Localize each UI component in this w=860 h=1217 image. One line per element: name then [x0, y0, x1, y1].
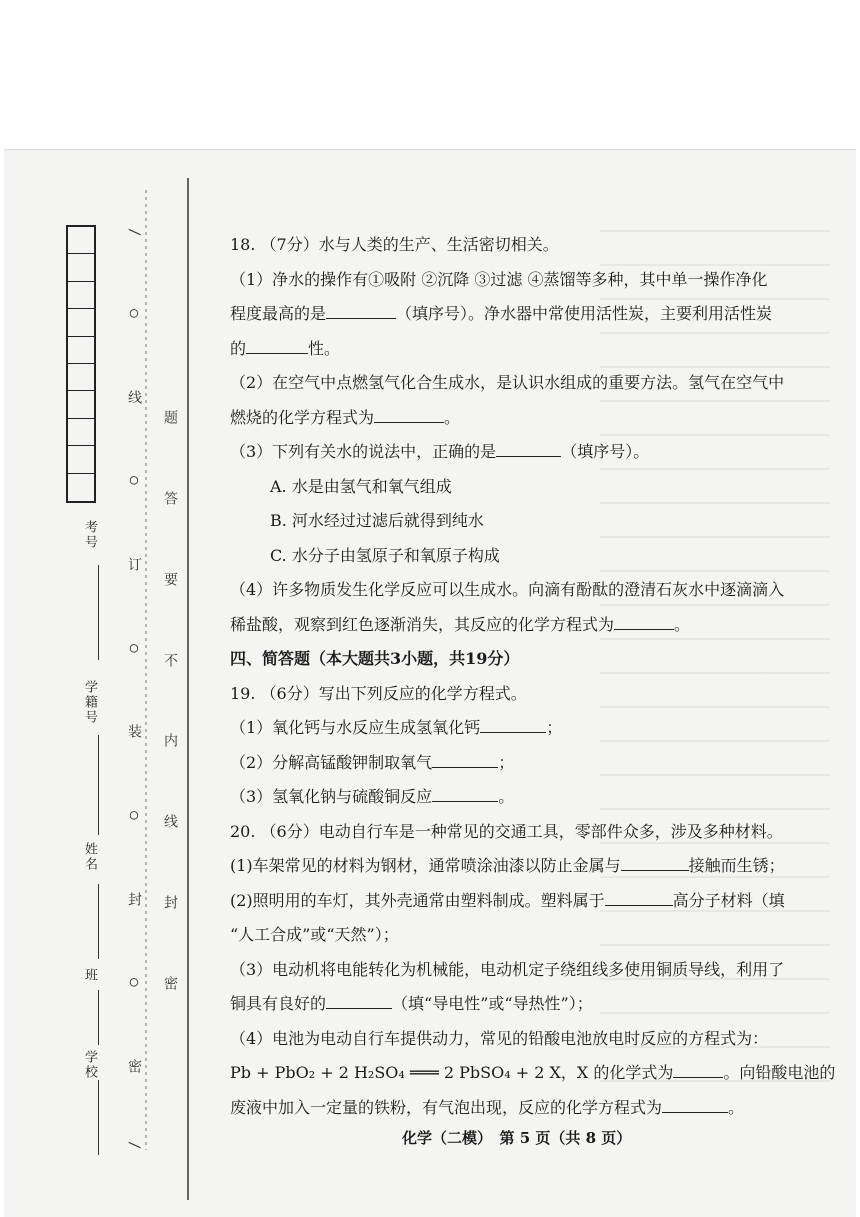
q20-stem: 20. （6分）电动自行车是一种常见的交通工具，零部件众多，涉及多种材料。 [230, 821, 783, 841]
section-heading: 四、简答题（本大题共3小题，共19分） [230, 649, 520, 668]
q20-p2b: “人工合成”或“天然”）； [230, 925, 399, 944]
q19-p3: （3）氢氧化钠与硫酸铜反应 。 [230, 787, 515, 806]
xingming-line [98, 884, 99, 959]
q18-stem: 18. （7分）水与人类的生产、生活密切相关。 [230, 235, 559, 254]
q18-p2a: （2）在空气中点燃氢气化合生成水，是认识水组成的重要方法。氢气在空气中 [230, 373, 785, 392]
q19-p2: （2）分解高锰酸钾制取氧气 ； [230, 752, 515, 772]
page-footer: 化学（二模） 第 5 页（共 8 页） [402, 1129, 632, 1147]
q20-p1: (1)车架常见的材料为钢材，通常喷涂油漆以防止金属与 接触而生锈； [230, 856, 785, 875]
q18-option-a: A. 水是由氢气和氧气组成 [270, 476, 452, 496]
answer-blank[interactable] [326, 992, 392, 1009]
answer-blank[interactable] [374, 406, 444, 423]
q18-p3: （3）下列有关水的说法中，正确的是 （填序号）。 [230, 442, 650, 461]
answer-blank[interactable] [662, 1096, 728, 1113]
xuejihao-label: 学籍号 [82, 680, 97, 725]
q20-p4c: 废液中加入一定量的铁粉，有气泡出现，反应的化学方程式为 。 [230, 1097, 745, 1117]
q18-option-b: B. 河水经过过滤后就得到纯水 [270, 511, 484, 530]
q18-p1b: 程度最高的是 （填序号）。净水器中常使用活性炭，主要利用活性炭 [230, 304, 773, 323]
ban-label: 班 [82, 968, 97, 983]
q20-p4b: Pb + PbO₂ + 2 H₂SO₄ ═══ 2 PbSO₄ + 2 X，X 的化学式为 。向铅酸电池的 [230, 1063, 836, 1082]
q18-p4b: 稀盐酸，观察到红色逐渐消失，其反应的化学方程式为 。 [230, 614, 691, 634]
q20-p3b: 铜具有良好的 （填“导电性”或“导热性”）； [230, 994, 593, 1013]
xuexiao-label: 学校 [82, 1050, 97, 1080]
xuejihao-line [98, 735, 99, 835]
q19-stem: 19. （6分）写出下列反应的化学方程式。 [230, 683, 527, 703]
answer-blank[interactable] [246, 337, 308, 354]
kaohao-line [98, 565, 99, 660]
q18-p4a: （4）许多物质发生化学反应可以生成水。向滴有酚酞的澄清石灰水中逐滴滴入 [230, 580, 785, 599]
question-content [230, 228, 836, 1125]
xingming-label: 姓名 [82, 842, 97, 872]
q18-p1a: （1）净水的操作有①吸附 ②沉降 ③过滤 ④蒸馏等多种，其中单一操作净化 [230, 269, 768, 289]
answer-blank[interactable] [432, 751, 498, 768]
q20-p3a: （3）电动机将电能转化为机械能，电动机定子绕组线多使用铜质导线，利用了 [230, 959, 785, 979]
q20-p4a: （4）电池为电动自行车提供动力，常见的铅酸电池放电时反应的方程式为： [230, 1028, 769, 1048]
xuexiao-line [98, 1080, 99, 1155]
answer-blank[interactable] [326, 302, 396, 319]
answer-blank[interactable] [480, 716, 546, 733]
q18-p2b: 燃烧的化学方程式为 。 [230, 407, 461, 427]
answer-blank[interactable] [432, 785, 498, 802]
exam-number-boxes [66, 225, 96, 503]
q20-p2: (2)照明用的车灯，其外壳通常由塑料制成。塑料属于 高分子材料（填 [230, 890, 785, 910]
answer-blank[interactable] [605, 889, 673, 906]
ban-line [98, 990, 99, 1045]
kaohao-label: 考号 [82, 520, 97, 550]
seal-line-inner: 题 答 要 不 内 线 封 密 [162, 410, 178, 990]
answer-blank[interactable] [614, 613, 674, 630]
q18-p1c: 的 性。 [230, 338, 341, 358]
seal-line-outer: / ○ 线 ○ 订 ○ 装 ○ 封 ○ 密 / [126, 228, 142, 1150]
answer-blank[interactable] [673, 1061, 723, 1078]
q18-option-c: C. 水分子由氢原子和氧原子构成 [270, 545, 500, 565]
answer-blank[interactable] [496, 440, 561, 457]
answer-blank[interactable] [621, 854, 689, 871]
q19-p1: （1）氧化钙与水反应生成氢氧化钙 ； [230, 718, 563, 737]
